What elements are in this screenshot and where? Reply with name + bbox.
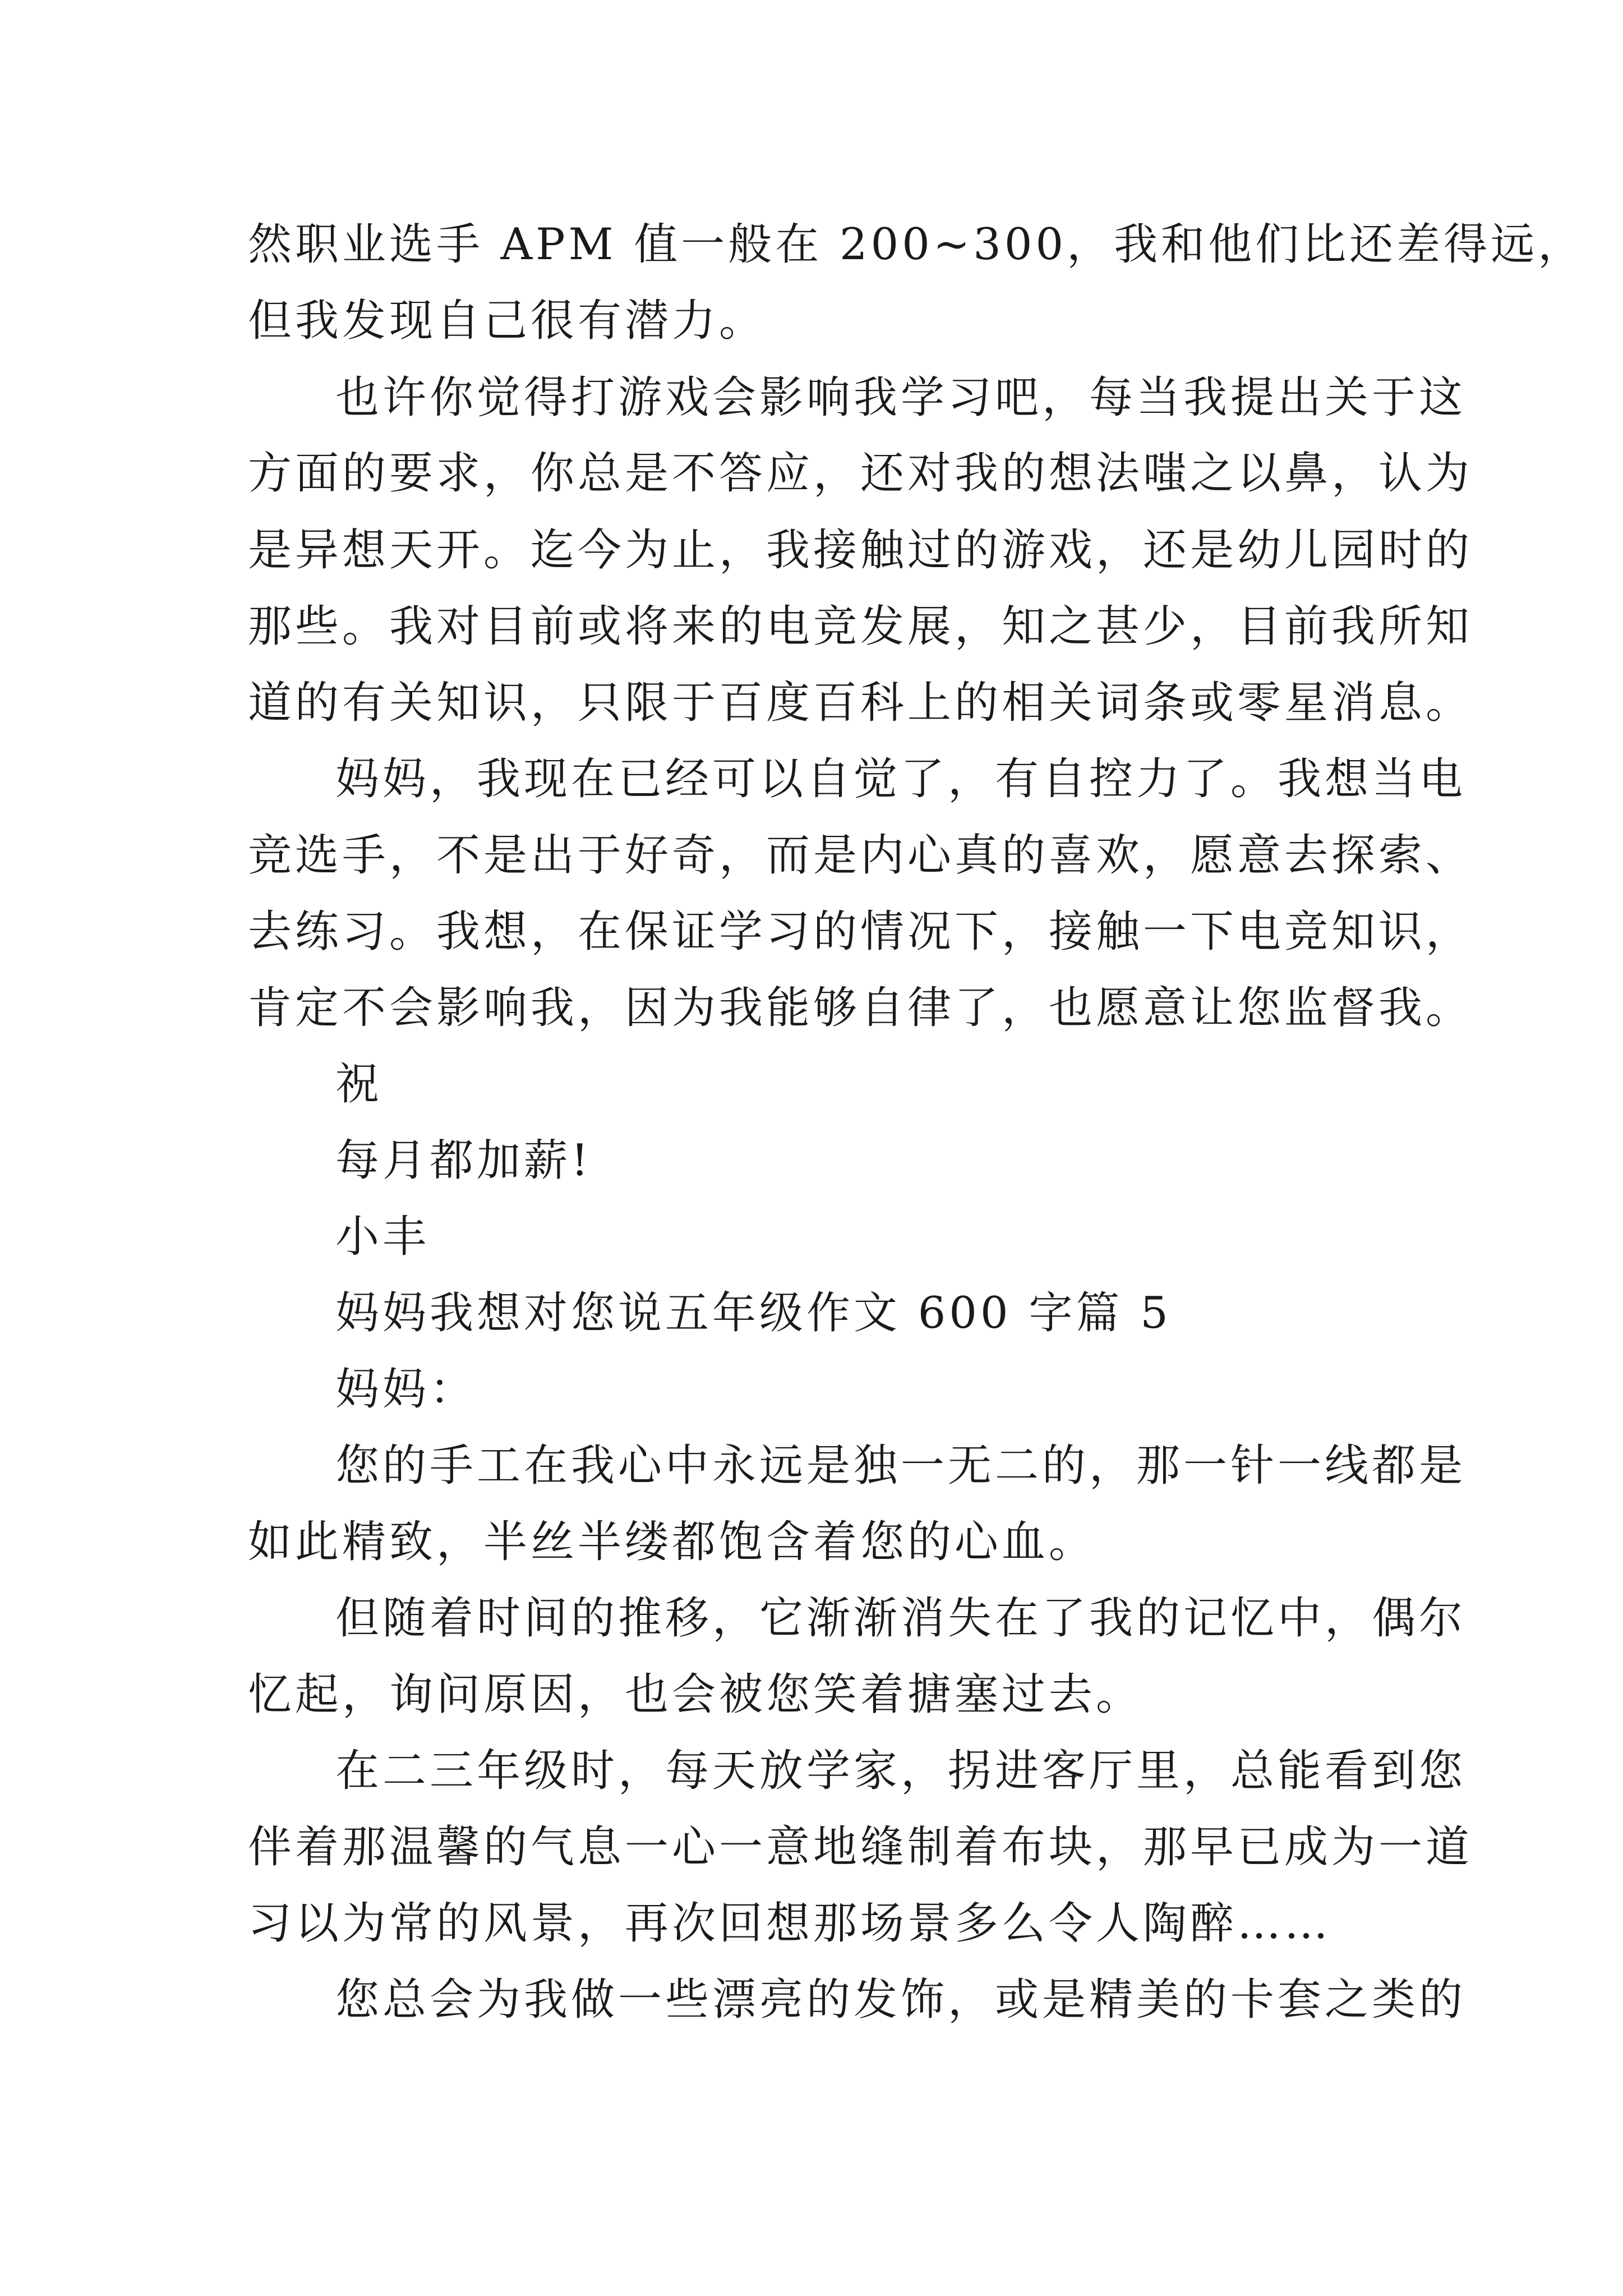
greeting: 妈妈： — [335, 1364, 477, 1415]
text-line: 竞选手，不是出于好奇，而是内心真的喜欢，愿意去探索、 — [248, 830, 1473, 881]
text-line: 然职业选手 APM 值一般在 200~300，我和他们比还差得远， — [248, 219, 1585, 270]
text-line: 在二三年级时，每天放学家，拐进客厅里，总能看到您 — [335, 1746, 1467, 1796]
text-line: 习以为常的风景，再次回想那场景多么令人陶醉…… — [248, 1898, 1332, 1949]
closing-wish: 每月都加薪! — [335, 1135, 592, 1186]
text-line: 您的手工在我心中永远是独一无二的，那一针一线都是 — [335, 1441, 1467, 1491]
text-line: 道的有关知识，只限于百度百科上的相关词条或零星消息。 — [248, 678, 1473, 728]
text-line: 但我发现自己很有潜力。 — [248, 296, 767, 346]
signature: 小丰 — [335, 1212, 430, 1262]
text-line: 妈妈，我现在已经可以自觉了，有自控力了。我想当电 — [335, 754, 1467, 804]
text-line: 是异想天开。迄今为止，我接触过的游戏，还是幼儿园时的 — [248, 525, 1473, 576]
text-line: 您总会为我做一些漂亮的发饰，或是精美的卡套之类的 — [335, 1975, 1467, 2025]
text-line: 伴着那温馨的气息一心一意地缝制着布块，那早已成为一道 — [248, 1822, 1473, 1872]
text-line: 方面的要求，你总是不答应，还对我的想法嗤之以鼻，认为 — [248, 448, 1473, 499]
text-line: 那些。我对目前或将来的电竞发展，知之甚少，目前我所知 — [248, 601, 1473, 652]
text-line: 去练习。我想，在保证学习的情况下，接触一下电竞知识， — [248, 907, 1473, 957]
text-line: 但随着时间的推移，它渐渐消失在了我的记忆中，偶尔 — [335, 1593, 1467, 1644]
text-line: 也许你觉得打游戏会影响我学习吧，每当我提出关于这 — [335, 372, 1467, 423]
text-line: 如此精致，半丝半缕都饱含着您的心血。 — [248, 1517, 1096, 1567]
salutation: 祝 — [335, 1059, 383, 1110]
text-line: 忆起，询问原因，也会被您笑着搪塞过去。 — [248, 1669, 1144, 1720]
text-line: 肯定不会影响我，因为我能够自律了，也愿意让您监督我。 — [248, 983, 1473, 1033]
section-title: 妈妈我想对您说五年级作文 600 字篇 5 — [335, 1288, 1172, 1338]
